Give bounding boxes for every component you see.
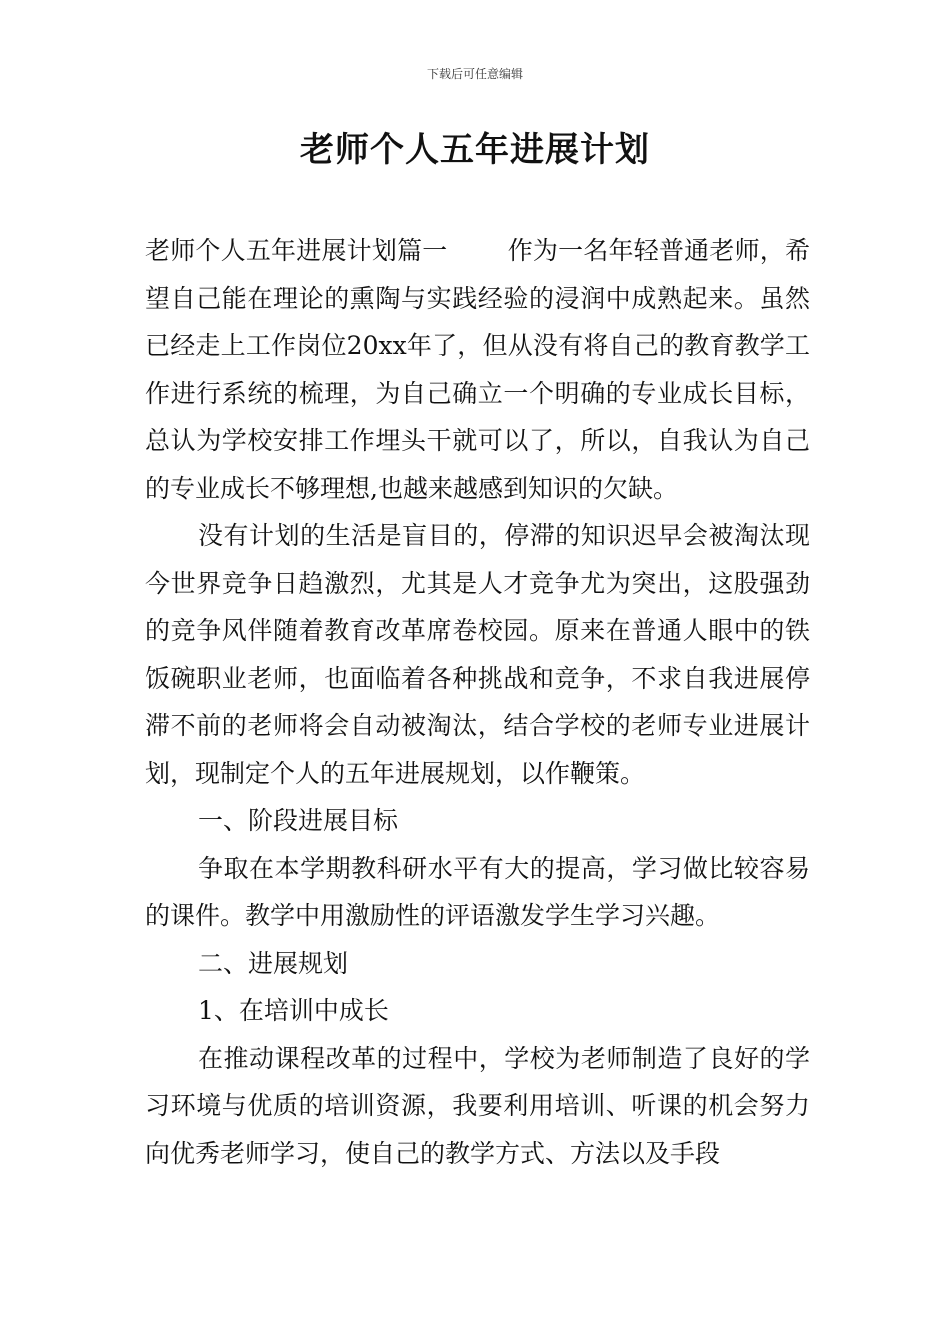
paragraph-intro-lead: 老师个人五年进展计划篇一 <box>145 236 448 265</box>
section-heading-goals: 一、阶段进展目标 <box>198 806 399 835</box>
subsection-heading-training: 1、在培训中成长 <box>198 996 389 1025</box>
paragraph-intro <box>145 227 810 512</box>
paragraph-motivation: 没有计划的生活是盲目的，停滞的知识迟早会被淘汰现今世界竞争日趋激烈，尤其是人才竞争尤为突出，这股强劲的竞争风伴随着教育改革席卷校园。原来在普通人眼中的铁饭碗职业老师，也面临着各种挑战和竞争，不求自我进展停滞不前的老师将会自动被淘汰，结合学校的老师专业进展计划，现制定个人的五年进展规划，以作鞭策。 <box>145 521 810 788</box>
paragraph-goals: 争取在本学期教科研水平有大的提高，学习做比较容易的课件。教学中用激励性的评语激发学生学习兴趣。 <box>145 853 810 930</box>
paragraph-training: 在推动课程改革的过程中，学校为老师制造了良好的学习环境与优质的培训资源，我要利用培训、听课的机会努力向优秀老师学习，使自己的教学方式、方法以及手段 <box>145 1043 810 1168</box>
document-title: 老师个人五年进展计划 <box>300 130 650 170</box>
document-body <box>145 227 810 1177</box>
paragraph-intro-text: 作为一名年轻普通老师，希望自己能在理论的熏陶与实践经验的浸润中成熟起来。虽然已经走上工作岗位20xx年了，但从没有将自己的教育教学工作进行系统的梳理，为自己确立一个明确的专业成长目标，总认为学校安排工作埋头干就可以了，所以，自我认为自己的专业成长不够理想,也越来越感到知识的欠缺。 <box>145 236 810 503</box>
header-note: 下载后可任意编辑 <box>426 67 523 81</box>
section-heading-plan: 二、进展规划 <box>198 948 349 978</box>
